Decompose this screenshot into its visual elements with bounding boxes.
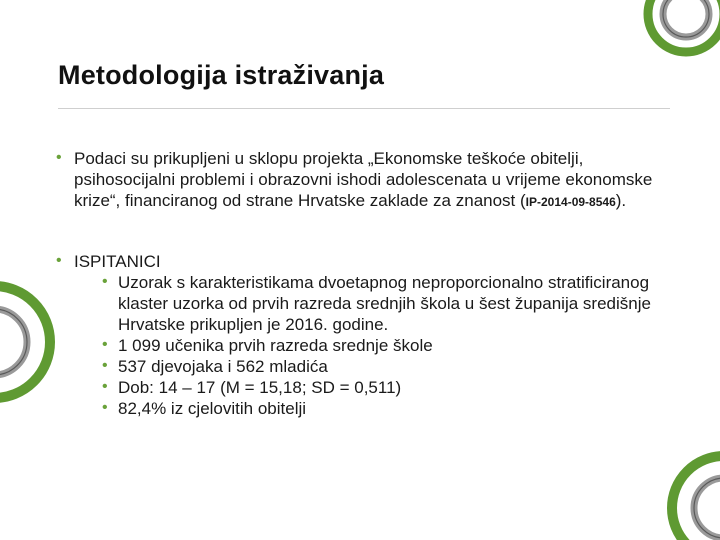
title-divider xyxy=(58,108,670,109)
bullet-icon: • xyxy=(102,336,108,353)
list-item xyxy=(56,335,666,356)
top-right-ring-ornament xyxy=(648,0,720,52)
bullet-icon: • xyxy=(102,399,108,416)
bullet-icon: • xyxy=(102,273,108,290)
list-item-text: 1 099 učenika prvih razreda srednje škole xyxy=(118,336,433,355)
project-text: Podaci su prikupljeni u sklopu projekta „Ekonomske teškoće obitelji, psihosocijalni problemi i obrazovni ishodi adolescenata u vrijeme ekonomske krize“, financiranog od strane Hrvatske zaklade za znanost ( xyxy=(74,149,653,210)
section-heading: ISPITANICI xyxy=(74,252,161,271)
list-item-text: Uzorak s karakteristikama dvoetapnog neproporcionalno stratificiranog klaster uzorka od prvih razreda srednjih škola u šest županija središnje Hrvatske prikupljen je 2016. godine. xyxy=(118,273,651,334)
list-item-text: 537 djevojaka i 562 mladića xyxy=(118,357,328,376)
project-code: IP-2014-09-8546 xyxy=(525,195,616,209)
project-text-end: ). xyxy=(615,191,627,210)
bottom-right-ring-ornament xyxy=(672,456,720,540)
bullet-icon: • xyxy=(56,252,62,269)
bullet-icon: • xyxy=(56,149,62,166)
list-item xyxy=(56,272,666,335)
bullet-icon: • xyxy=(102,357,108,374)
slide-title: Metodologija istraživanja xyxy=(58,60,385,90)
list-item-text: 82,4% iz cjelovitih obitelji xyxy=(118,399,307,418)
list-item xyxy=(56,398,666,419)
list-item-text: Dob: 14 – 17 (M = 15,18; SD = 0,511) xyxy=(118,378,402,397)
left-ring-ornament xyxy=(0,286,50,398)
section-heading-row xyxy=(56,251,666,272)
list-item xyxy=(56,377,666,398)
paragraph-project xyxy=(56,148,666,213)
bullet-icon: • xyxy=(102,378,108,395)
list-item xyxy=(56,356,666,377)
slide-content xyxy=(56,148,666,419)
